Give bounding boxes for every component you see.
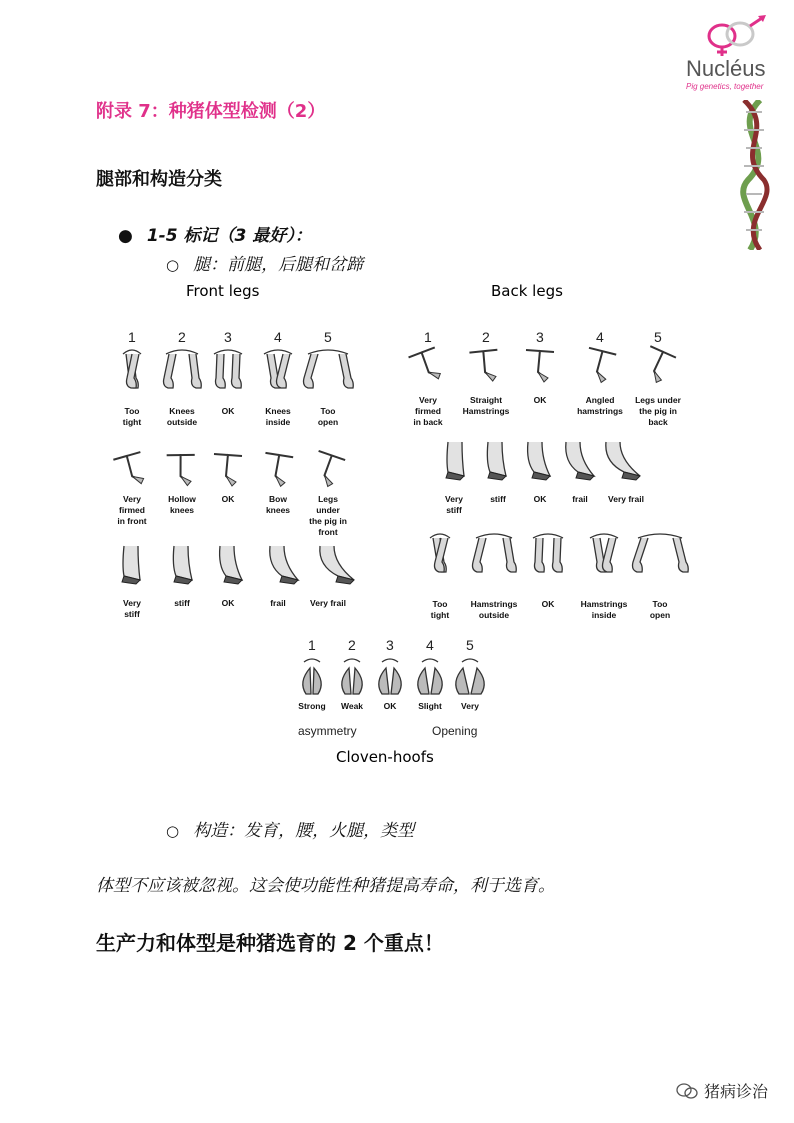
front_row2-label-2-1: Hollow <box>168 494 196 504</box>
hoof-num-2: 2 <box>348 637 356 653</box>
back-row1-leg-1 <box>409 346 448 387</box>
front_row2-label-5-2: under <box>316 505 340 515</box>
back_row1-label-2-1: Straight <box>469 395 503 405</box>
back_row2-label-3-1: OK <box>533 494 547 504</box>
back-num-2: 2 <box>482 329 490 345</box>
hoof-3 <box>379 659 401 694</box>
emphasis-statement: 生产力和体型是种猪选育的 2 个重点！ <box>96 931 444 955</box>
watermark-text: 猪病诊治 <box>703 1082 768 1101</box>
hoof-illustrations <box>303 659 484 694</box>
back_row1-label-5-3: back <box>648 417 668 427</box>
hoof_row-label-5-1: Very <box>461 701 479 711</box>
bullet-dot-icon: ● <box>118 226 133 246</box>
back-row1-leg-3 <box>526 350 554 382</box>
hoof-caption-asymmetry: asymmetry <box>298 724 357 738</box>
front_row1-label-1-2: tight <box>122 417 142 427</box>
hoof-number-row <box>308 637 474 653</box>
back-num-4: 4 <box>596 329 604 345</box>
leg-classification-figure <box>96 276 696 776</box>
dna-helix-icon <box>730 100 778 250</box>
front_row2-label-4-2: knees <box>265 505 291 515</box>
front_row1-label-5-1: Too <box>320 406 336 416</box>
back-row2-leg-4 <box>566 442 594 480</box>
back-row3-leg-4 <box>590 534 618 572</box>
front_row1-label-1-1: Too <box>124 406 140 416</box>
back_row3-label-5-2: open <box>649 610 671 620</box>
circle-bullet-icon: ○ <box>166 256 180 274</box>
back_row1-label-4-1: Angled <box>585 395 615 405</box>
back_row1-label-4-2: hamstrings <box>577 406 623 416</box>
hoof-num-4: 4 <box>426 637 434 653</box>
front_row3-label-1-2: stiff <box>124 609 140 619</box>
front_row2-label-5-4: front <box>318 527 338 537</box>
front-row3-leg-2 <box>173 546 192 584</box>
back-legs-title: Back legs <box>491 282 563 300</box>
front_row2-label-1-2: firmed <box>119 505 145 515</box>
front-num-2: 2 <box>178 329 186 345</box>
front-row3-leg-4 <box>270 546 298 584</box>
front_row1-label-2-2: outside <box>166 417 198 427</box>
front-row2-leg-2 <box>167 453 198 487</box>
front_row2-label-3-1: OK <box>221 494 235 504</box>
back_row2-label-5-1: Very frail <box>608 494 644 504</box>
front-row1-leg-5 <box>304 350 354 388</box>
back-row1-illustrations <box>409 346 677 387</box>
circle-bullet-icon: ○ <box>166 822 180 840</box>
front-legs-title: Front legs <box>186 282 260 300</box>
back_row3-label-4-2: inside <box>591 610 617 620</box>
front-num-1: 1 <box>128 329 136 345</box>
bullet-text: 1-5 标记（3 最好）： <box>146 226 312 246</box>
back-row3-illustrations <box>430 534 688 572</box>
sub-item-legs-text: 腿：前腿，后腿和岔蹄 <box>193 255 364 275</box>
logo-name: Nucléus <box>686 56 766 81</box>
front_row1-label-3-1: OK <box>221 406 235 416</box>
front_row2-label-4-1: Bow <box>269 494 287 504</box>
front-row1-leg-2 <box>164 350 202 388</box>
back_row3-label-4-1: Hamstrings <box>580 599 628 609</box>
hoof-1 <box>303 659 321 694</box>
back-row3-leg-3 <box>533 534 563 572</box>
front-row3-leg-5 <box>320 546 354 584</box>
logo-tagline: Pig genetics, together <box>686 82 764 91</box>
front-row3-illustrations <box>122 546 354 584</box>
hoof-num-3: 3 <box>386 637 394 653</box>
front_row2-label-5-3: the pig in <box>309 516 347 526</box>
back_row1-label-1-2: firmed <box>415 406 441 416</box>
back-row2-illustrations <box>446 442 640 480</box>
front_row1-label-2-1: Knees <box>169 406 195 416</box>
back_row2-label-2-1: stiff <box>490 494 506 504</box>
front_row2-label-5-1: Legs <box>318 494 338 504</box>
front_row2-label-1-3: in front <box>117 516 147 526</box>
back_row2-label-1-2: stiff <box>446 505 462 515</box>
sub-item-structure <box>166 816 414 841</box>
watermark <box>676 1079 768 1102</box>
back-row1-leg-5 <box>639 346 676 386</box>
front_row3-label-1-1: Very <box>123 598 141 608</box>
front_row3-label-5-1: Very frail <box>310 598 346 608</box>
front-row3-leg-3 <box>220 546 242 584</box>
bullet-item <box>118 221 312 246</box>
back_row3-label-3-1: OK <box>541 599 555 609</box>
back-num-3: 3 <box>536 329 544 345</box>
back_row2-label-1-1: Very <box>445 494 463 504</box>
back_row1-label-5-1: Legs under <box>635 395 681 405</box>
front-num-5: 5 <box>324 329 332 345</box>
back-num-1: 1 <box>424 329 432 345</box>
front-row1-leg-3 <box>214 350 242 388</box>
front-num-4: 4 <box>274 329 282 345</box>
hoof-2 <box>342 659 362 694</box>
hoof-5 <box>456 659 484 694</box>
front_row2-label-1-1: Very <box>123 494 141 504</box>
back-row2-leg-5 <box>606 442 640 480</box>
back_row3-label-5-1: Too <box>652 599 668 609</box>
back-row1-leg-4 <box>583 348 616 384</box>
back_row3-label-2-2: outside <box>478 610 510 620</box>
hoof_row-label-4-1: Slight <box>418 701 442 711</box>
hoof_row-label-2-1: Weak <box>340 701 364 711</box>
back_row1-label-2-2: Hamstrings <box>462 406 510 416</box>
front_row1-label-4-1: Knees <box>265 406 291 416</box>
front-row2-leg-5 <box>310 451 345 489</box>
hoof-4 <box>418 659 442 694</box>
front-row2-leg-3 <box>214 454 242 486</box>
body-paragraph: 体型不应该被忽视。这会使功能性种猪提高寿命，利于选育。 <box>96 876 555 896</box>
back-row2-leg-1 <box>446 442 464 480</box>
back_row1-label-3-1: OK <box>533 395 547 405</box>
back_row3-label-1-1: Too <box>432 599 448 609</box>
hoof_row-label-3-1: OK <box>383 701 397 711</box>
sub-item-structure-text: 构造：发育，腰，火腿，类型 <box>193 821 415 841</box>
back-row2-leg-2 <box>487 442 506 480</box>
back_row1-label-1-1: Very <box>419 395 437 405</box>
front-row3-leg-1 <box>122 546 140 584</box>
front_row3-label-2-1: stiff <box>174 598 190 608</box>
front-row2-leg-1 <box>113 450 150 490</box>
front_row1-label-4-2: inside <box>265 417 291 427</box>
front-row1-leg-4 <box>264 350 292 388</box>
front-row1-illustrations <box>123 350 353 388</box>
section-heading: 腿部和构造分类 <box>96 169 222 190</box>
back_row1-label-1-3: in back <box>413 417 443 427</box>
back-number-row <box>424 329 662 345</box>
front-num-3: 3 <box>224 329 232 345</box>
front_row3-label-4-1: frail <box>270 598 286 608</box>
sub-item-legs <box>166 250 363 275</box>
back_row1-label-5-2: the pig in <box>639 406 677 416</box>
hoof-caption-opening: Opening <box>432 724 478 738</box>
front_row2-label-2-2: knees <box>169 505 195 515</box>
back-row1-leg-2 <box>469 348 502 384</box>
front-row1-leg-1 <box>123 350 141 388</box>
back-row3-leg-2 <box>473 534 517 572</box>
front-row2-illustrations <box>113 450 345 490</box>
back_row2-label-4-1: frail <box>572 494 588 504</box>
front_row3-label-3-1: OK <box>221 598 235 608</box>
hoof-num-5: 5 <box>466 637 474 653</box>
hoof-num-1: 1 <box>308 637 316 653</box>
cloven-hoofs-title: Cloven-hoofs <box>336 748 434 766</box>
back-row3-leg-1 <box>430 534 450 572</box>
front-number-row <box>128 329 332 345</box>
back_row3-label-2-1: Hamstrings <box>470 599 518 609</box>
back-num-5: 5 <box>654 329 662 345</box>
back-row2-leg-3 <box>528 442 550 480</box>
wechat-icon <box>676 1082 698 1100</box>
front-row2-leg-4 <box>263 453 294 487</box>
back_row3-label-1-2: tight <box>430 610 450 620</box>
back-row3-leg-5 <box>633 534 689 572</box>
page-title: 附录 7：种猪体型检测（2） <box>96 101 326 122</box>
front_row1-label-5-2: open <box>317 417 339 427</box>
nucleus-logo <box>682 12 782 96</box>
hoof_row-label-1-1: Strong <box>298 701 326 711</box>
